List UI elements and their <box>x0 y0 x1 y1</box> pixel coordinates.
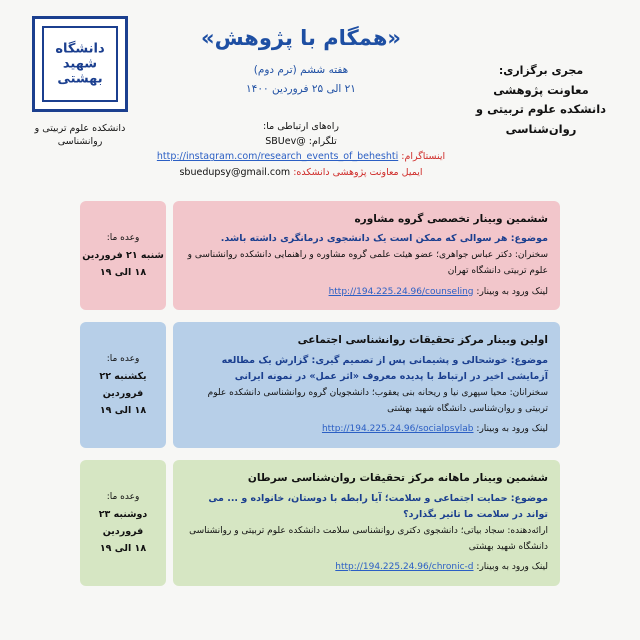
session-speaker: سخنرانان: محیا سپهری نیا و ریحانه بنی یعقوب؛ دانشجویان گروه روانشناسی دانشکده علوم تربیتی و روان‌شناسی دانشگاه شهید بهشتی <box>207 387 548 414</box>
logo-script-text: دانشگاه شهید بهشتی <box>55 41 105 87</box>
logo-caption: دانشکده علوم تربیتی و روانشناسی <box>34 123 126 148</box>
session-link-label: لینک ورود به وبینار: <box>476 424 548 435</box>
session-schedule-badge <box>80 322 166 448</box>
organizer-heading: مجری برگزاری: <box>498 64 584 77</box>
session-title: ششمین وبینار تخصصی گروه مشاوره <box>354 213 548 225</box>
session-link-row <box>185 422 548 438</box>
organizer-block <box>456 10 626 139</box>
session-speaker: ارائه‌دهنده: سجاد بیاتی؛ دانشجوی دکتری روانشناسی سلامت دانشکده علوم تربیتی و روانشناسی دانشگاه شهید بهشتی <box>189 525 548 552</box>
organizer-faculty: دانشکده علوم تربیتی و روان‌شناسی <box>475 102 607 136</box>
schedule-date: شنبه ۲۱ فروردین <box>82 249 164 261</box>
session-subject: موضوع: حمایت اجتماعی و سلامت؛ آیا رابطه با دوستان، خانواده و ... می تواند در سلامت ما تاثیر بگذارد؟ <box>208 492 548 521</box>
telegram-label: تلگرام: <box>308 136 337 148</box>
session-card <box>173 201 560 310</box>
session-link-row <box>185 285 548 301</box>
telegram-value[interactable]: @SBUev <box>265 136 306 148</box>
schedule-date: دوشنبه ۲۳ فروردین <box>98 508 148 537</box>
schedule-label: وعده ما: <box>106 233 140 244</box>
contact-heading: راه‌های ارتباطی ما: <box>263 121 339 132</box>
schedule-label: وعده ما: <box>106 354 140 365</box>
email-value[interactable]: sbuedupsy@gmail.com <box>179 166 291 178</box>
page-subtitle: هفته ششم (ترم دوم) <box>253 64 349 76</box>
email-label: ایمیل معاونت پژوهشی دانشکده: <box>293 166 423 178</box>
contact-email-row <box>146 165 456 180</box>
schedule-time: ۱۸ الی ۱۹ <box>99 404 147 416</box>
session-link-label: لینک ورود به وبینار: <box>476 286 548 297</box>
contact-instagram-row <box>146 149 456 164</box>
title-block <box>146 10 456 180</box>
university-logo-icon <box>32 16 128 112</box>
session-card <box>173 460 560 586</box>
page-title: «همگام با پژوهش» <box>201 26 401 50</box>
schedule-time: ۱۸ الی ۱۹ <box>99 542 147 554</box>
session-subject: موضوع: هر سوالی که ممکن است یک دانشجوی درمانگری داشته باشد. <box>220 233 548 245</box>
instagram-label: اینستاگرام: <box>401 151 446 163</box>
session-row <box>80 322 560 448</box>
session-speaker: سخنران: دکتر عباس جواهری؛ عضو هیئت علمی گروه مشاوره و راهنمایی دانشکده روانشناسی و علوم تربیتی دانشگاه تهران <box>187 250 548 276</box>
session-subject: موضوع: خوشحالی و پشیمانی پس از تصمیم گیری: گزارش یک مطالعه آزمایشی اخیر در ارتباط با پدیده معروف «اثر عمل» در نمونه ایرانی <box>221 354 548 383</box>
poster-header <box>0 0 640 185</box>
contact-telegram-row <box>146 134 456 149</box>
page-date-range: ۲۱ الی ۲۵ فروردین ۱۴۰۰ <box>246 83 356 95</box>
session-link[interactable]: http://194.225.24.96/socialpsylab <box>321 424 474 435</box>
session-link[interactable]: http://194.225.24.96/chronic-d <box>335 562 474 573</box>
schedule-date: یکشنبه ۲۲ فروردین <box>99 370 147 399</box>
session-schedule-badge <box>80 460 166 586</box>
sessions-list <box>0 185 640 586</box>
session-row <box>80 201 560 310</box>
session-title: ششمین وبینار ماهانه مرکز تحقیقات روان‌شناسی سرطان <box>247 472 548 485</box>
logo-block <box>14 10 146 149</box>
organizer-unit: معاونت پژوهشی <box>493 82 589 97</box>
session-link-row <box>185 560 548 576</box>
session-link-label: لینک ورود به وبینار: <box>476 562 548 573</box>
contact-block <box>146 119 456 180</box>
session-schedule-badge <box>80 201 166 310</box>
schedule-time: ۱۸ الی ۱۹ <box>99 266 147 278</box>
session-row <box>80 460 560 586</box>
schedule-label: وعده ما: <box>106 492 140 503</box>
instagram-link[interactable]: http://instagram.com/research_events_of_beheshti <box>156 151 399 163</box>
session-link[interactable]: http://194.225.24.96/counseling <box>328 286 474 297</box>
session-title: اولین وبینار مرکز تحقیقات روانشناسی اجتماعی <box>297 334 548 347</box>
session-card <box>173 322 560 448</box>
